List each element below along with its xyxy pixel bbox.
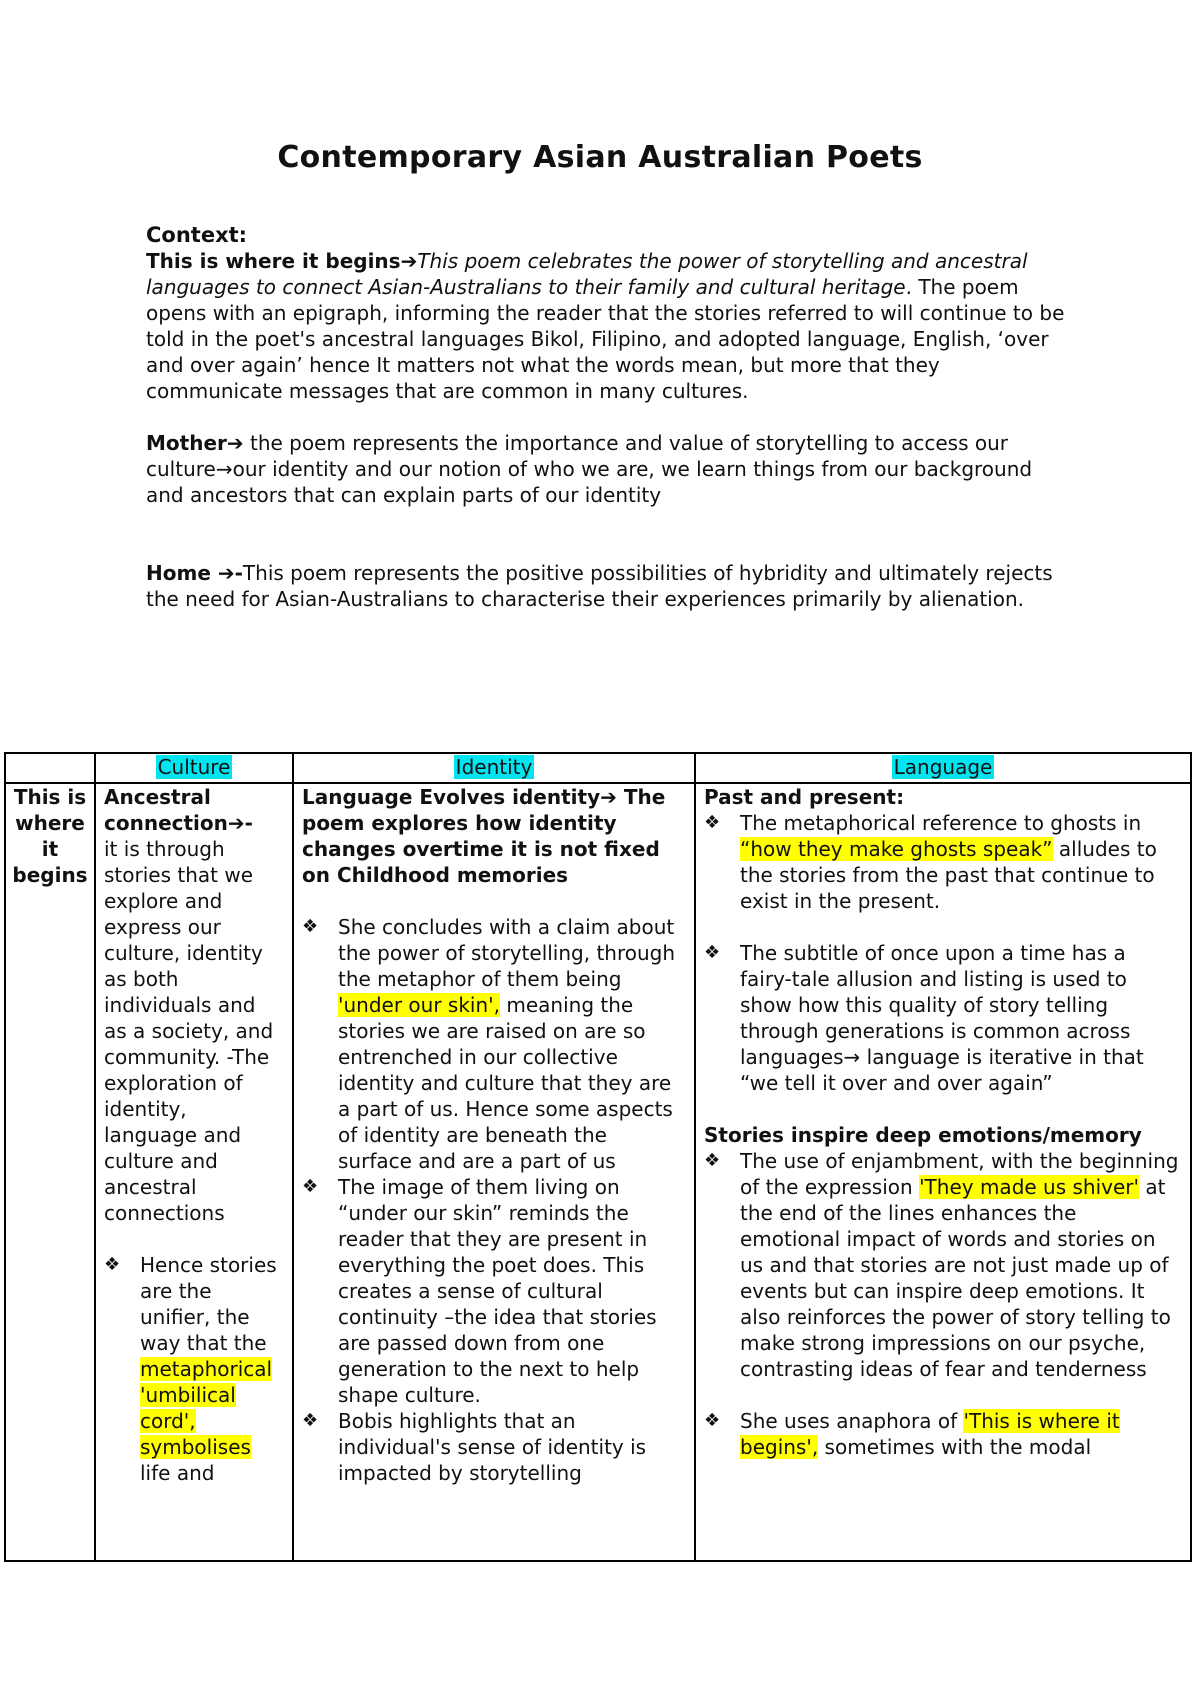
identity-cell <box>293 783 695 1561</box>
identity-heading: Language Evolves identity➔ The poem explores how identity changes overtime it is not fixed on Childhood memories <box>302 785 666 887</box>
analysis-table <box>4 752 1192 1562</box>
list-item: ❖ The subtitle of once upon a time has a fairy-tale allusion and listing is used to show how this quality of story telling through generations is common across languages→ language is iterative in that “we tell it over and over again” <box>704 941 1144 1095</box>
header-empty-cell <box>5 753 95 783</box>
context-paragraph-home <box>146 560 1076 612</box>
highlighted-quote: “how they make ghosts speak” <box>740 837 1053 861</box>
diamond-bullet-icon: ❖ <box>704 1150 721 1171</box>
list-item: ❖ The image of them living on “under our skin” reminds the reader that they are present in everything the poet does. This creates a sense of cultural continuity –the idea that stories are passed down from one generation to the next to help shape culture. <box>302 1175 657 1407</box>
diamond-bullet-icon: ❖ <box>104 1254 121 1275</box>
list-item: ❖ She uses anaphora of 'This is where it begins', sometimes with the modal <box>704 1409 1120 1459</box>
begins-heading: This is where it begins <box>146 249 401 273</box>
header-culture: Culture <box>95 753 293 783</box>
context-section <box>146 222 1076 612</box>
diamond-bullet-icon: ❖ <box>302 1176 319 1197</box>
diamond-bullet-icon: ❖ <box>704 942 721 963</box>
arrow-icon: ➔ <box>226 431 244 455</box>
highlighted-quote: 'This is where it begins', <box>740 1409 1120 1459</box>
list-item: ❖ Hence stories are the unifier, the way that the metaphorical 'umbilical cord', symbolises life and <box>104 1253 277 1485</box>
table-header-row <box>5 753 1191 783</box>
diamond-bullet-icon: ❖ <box>704 812 721 833</box>
header-language: Language <box>695 753 1191 783</box>
home-heading: Home <box>146 561 218 585</box>
context-label: Context: <box>146 223 248 247</box>
header-identity: Identity <box>293 753 695 783</box>
language-heading-past-present: Past and present: <box>704 785 905 809</box>
table-row <box>5 783 1191 1561</box>
highlighted-quote: 'They made us shiver' <box>919 1175 1140 1199</box>
culture-text: it is through stories that we explore and express our culture, identity as both individuals and as a society, and community. -The exploration of identity, language and culture and ancestral connections <box>104 837 274 1225</box>
row-label: This is where it begins <box>5 783 95 1561</box>
highlighted-quote: 'under our skin', <box>338 993 501 1017</box>
list-item: ❖ She concludes with a claim about the power of storytelling, through the metaphor of them being 'under our skin', meaning the stories we are raised on are so entrenched in our collective identity and culture that they are a part of us. Hence some aspects of identity are beneath the surface and are a part of us <box>302 915 676 1173</box>
document-title: Contemporary Asian Australian Poets <box>277 140 923 175</box>
context-paragraph-begins <box>146 248 1076 404</box>
diamond-bullet-icon: ❖ <box>302 1410 319 1431</box>
list-item: ❖ The use of enjambment, with the beginning of the expression 'They made us shiver' at the end of the lines enhances the emotional impact of words and stories on us and that stories are not just made up of events but can inspire deep emotions. It also reinforces the power of story telling to make strong impressions on our psyche, contrasting ideas of fear and tenderness <box>704 1149 1179 1381</box>
arrow-icon: ➔- <box>217 561 243 585</box>
begins-text: . The poem opens with an epigraph, informing the reader that the stories referred to will continue to be told in the poet's ancestral languages Bikol, Filipino, and adopted language, English, ‘over and over again’ hence It matters not what the words mean, but more that they communicate messages that are common in many cultures. <box>146 275 1065 403</box>
language-heading-emotions: Stories inspire deep emotions/memory <box>704 1123 1142 1147</box>
culture-cell <box>95 783 293 1561</box>
context-paragraph-mother <box>146 430 1076 508</box>
arrow-icon: ➔ <box>400 249 418 273</box>
list-item: ❖ The metaphorical reference to ghosts in “how they make ghosts speak” alludes to the stories from the past that continue to exist in the present. <box>704 811 1157 913</box>
mother-text: the poem represents the importance and value of storytelling to access our culture→our identity and our notion of who we are, we learn things from our background and ancestors that can explain parts of our identity <box>146 431 1033 507</box>
highlighted-quote: metaphorical 'umbilical cord', symbolises <box>140 1357 273 1459</box>
list-item: ❖ Bobis highlights that an individual's sense of identity is impacted by storytelling <box>302 1409 647 1485</box>
mother-heading: Mother <box>146 431 227 455</box>
language-cell <box>695 783 1191 1561</box>
home-text: This poem represents the positive possibilities of hybridity and ultimately rejects the need for Asian-Australians to characterise their experiences primarily by alienation. <box>146 561 1053 611</box>
begins-italic-text: This poem celebrates the power of storytelling and ancestral languages to connect Asian-Australians to their family and cultural heritage <box>146 249 1028 299</box>
diamond-bullet-icon: ❖ <box>302 916 319 937</box>
culture-heading: Ancestral connection➔- <box>104 785 253 835</box>
diamond-bullet-icon: ❖ <box>704 1410 721 1431</box>
